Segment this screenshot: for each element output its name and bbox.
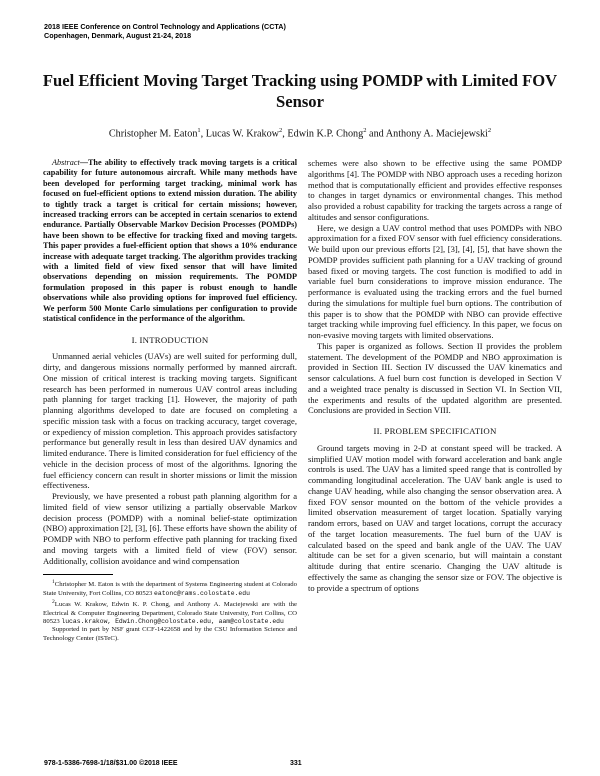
footnote-mark: 1 bbox=[52, 579, 55, 586]
footnote-support: Supported in part by NSF grant CCF-1422658 and by the CSU Information Science and Technology Center (ISTeC). bbox=[43, 626, 297, 642]
author-name: Edwin K.P. Chong bbox=[287, 128, 364, 140]
author-name: Christopher M. Eaton bbox=[108, 128, 198, 140]
body-paragraph: schemes were also shown to be effective using the same POMDP algorithms [4]. The POMDP with NBO approach uses a receding horizon method that is computationally efficient and provides effective responses to changes in target dynamics or environmental changes. This method also provided a robust capability for tracking the targets across a range of altitudes and sensor configurations. bbox=[308, 158, 562, 222]
paper-title: Fuel Efficient Moving Target Tracking using POMDP with Limited FOV Sensor bbox=[42, 71, 558, 111]
conference-header-line1: 2018 IEEE Conference on Control Technology and Applications (CCTA) bbox=[44, 22, 286, 31]
footnote-email: eatonc@rams.colostate.edu bbox=[154, 589, 250, 597]
footnote-email: lucas.krakow, Edwin.Chong@colostate.edu, aam@colostate.edu bbox=[61, 617, 284, 625]
body-paragraph: Unmanned aerial vehicles (UAVs) are well suited for performing dull, dirty, and dangerous missions normally performed by manned aircraft. One mission of critical interest is tracking moving targets. Significant research has been performed in numerous UAV control areas including path planning for target tracking [1]. However, the majority of path planning algorithms developed to date are focused on completing a specific mission task with a focus on tracking accuracy, target coverage, or expediency of mission completion. This approach provides satisfactory performance but generally result in less than desired UAV dynamics and limited endurance. There is limited consideration for fuel efficiency of the vehicle in the decision process of most of the algorithms. Ignoring the fuel efficiency concern can result in shorter missions or limit the mission effectiveness. bbox=[43, 351, 297, 491]
section-heading-problem-specification: II. PROBLEM SPECIFICATION bbox=[373, 426, 497, 436]
abstract-label: Abstract bbox=[52, 158, 80, 167]
footnote-mark: 2 bbox=[52, 599, 55, 606]
author-name: Lucas W. Krakow bbox=[205, 128, 280, 140]
left-column bbox=[43, 158, 297, 643]
right-column bbox=[308, 158, 562, 593]
author-affiliation-mark: 2 bbox=[487, 127, 492, 134]
isbn-footer: 978-1-5386-7698-1/18/$31.00 ©2018 IEEE bbox=[44, 760, 178, 767]
author-list: Christopher M. Eaton$^1$, Lucas W. Krakow$^2$, Edwin K.P. Chong$^2$ and Anthony A. Maciejewski$^2$ bbox=[108, 127, 492, 140]
author-affiliation-mark: 1 bbox=[197, 127, 201, 134]
body-paragraph: This paper is organized as follows. Section II provides the problem statement. The development of the POMDP and NBO approximation is provided in Section III. Section IV discussed the UAV kinematics and sensor calculations. A fuel burn cost function is developed in Section V and a weighted trace penalty is discussed in Section VI. In Section VII, the experiments and results of the updated algorithm are presented. Conclusions are provided in Section VIII. bbox=[308, 340, 562, 416]
conference-header-line2: Copenhagen, Denmark, August 21-24, 2018 bbox=[44, 31, 192, 40]
body-paragraph: Previously, we have presented a robust path planning algorithm for a limited field of view sensor utilizing a partially observable Markov decision process (POMDP) with a nominal belief-state optimization (NBO) approximation [2], [3], [6]. These efforts have shown the ability of POMDP with NBO to perform effective path planning for tracking fixed and moving targets with a limited field of view (FOV) sensor. Additionally, collision avoidance and wind compensation bbox=[43, 491, 297, 566]
author-name: and Anthony A. Maciejewski bbox=[369, 128, 488, 140]
footnote-text: Christopher M. Eaton is with the department of Systems Engineering student at Colorado State University, Fort Collins, CO 80523 bbox=[43, 581, 297, 597]
footnote-rule bbox=[43, 574, 113, 575]
body-paragraph: Ground targets moving in 2-D at constant speed will be tracked. A simplified UAV motion model with forward acceleration and bank angle controls is used. The UAV has a limited speed range that is controlled by commanding longitudinal acceleration. The UAV bank angle is used to change UAV heading, while also changing the sensor observation area. A fixed FOV sensor mounted on the bottom of the vehicle provides a limited observation measurement of target location. Spatially varying random errors, based on UAV and target locations, corrupt the accuracy of the target location measurements. The fuel burn of the UAV is calculated based on the speed and bank angle of the UAV. The UAV altitude can be set for a given scenario, but will maintain a constant altitude during that entire scenario. Changing the UAV altitude is effectively the same as changing the sensor size or FOV. The objective is to provide a spectrum of options bbox=[308, 442, 562, 593]
abstract-text: —The ability to effectively track moving targets is a critical capability for future autonomous aircraft. While many methods have been developed for performing target tracking, minimal work has focused on fuel-efficient options to extend mission duration. The ability to tightly track a target is critical for certain missions; however, increased tracking errors can be accepted in certain scenarios to extend endurance. Partially Observable Markov Decision Processes (POMDPs) have been shown to be effective for tracking fixed and moving targets. This paper provides a fuel-efficient option that shows a 10% endurance increase with adequate target tracking. The algorithm provides tracking with a limited field of view fixed sensor that will have limited observations depending on mission requirements. The POMDP formulation proposed in this paper is robust enough to handle observations while also providing options for improved fuel efficiency. We perform 500 Monte Carlo simulations per configuration to provide statistical confidence in the performance of the algorithm. bbox=[43, 158, 297, 324]
footnote-2 bbox=[43, 598, 297, 626]
page-number: 331 bbox=[290, 760, 302, 767]
footnote-1 bbox=[43, 578, 297, 598]
abstract bbox=[43, 158, 297, 325]
author-affiliation-mark: 2 bbox=[279, 127, 283, 134]
section-heading-introduction: I. INTRODUCTION bbox=[131, 334, 209, 345]
author-affiliation-mark: 2 bbox=[363, 127, 367, 134]
footnote-text: Lucas W. Krakow, Edwin K. P. Chong, and Anthony A. Maciejewski are with the Electrical & Computer Engineering Department, Colorado State University, Fort Collins, CO 80523 bbox=[43, 601, 297, 625]
body-paragraph: Here, we design a UAV control method that uses POMDPs with NBO approximation for a fixed FOV sensor with fuel efficiency considerations. We build upon our previous efforts [2], [3], [4], [5], that have shown the POMDP provides sufficient path planning for a UAV tracking of ground based fixed or moving targets. The cost function is modified to add in variable fuel burn considerations to improve mission endurance. The performance is evaluated using the tracking errors and the fuel burned during the simulations for multiple fuel burn options. The contribution of this paper is to show that the POMDP with NBO can provide effective target tracking while improving fuel efficiency. In this paper, we focus on non-evasive moving targets with limited observations. bbox=[308, 222, 562, 340]
